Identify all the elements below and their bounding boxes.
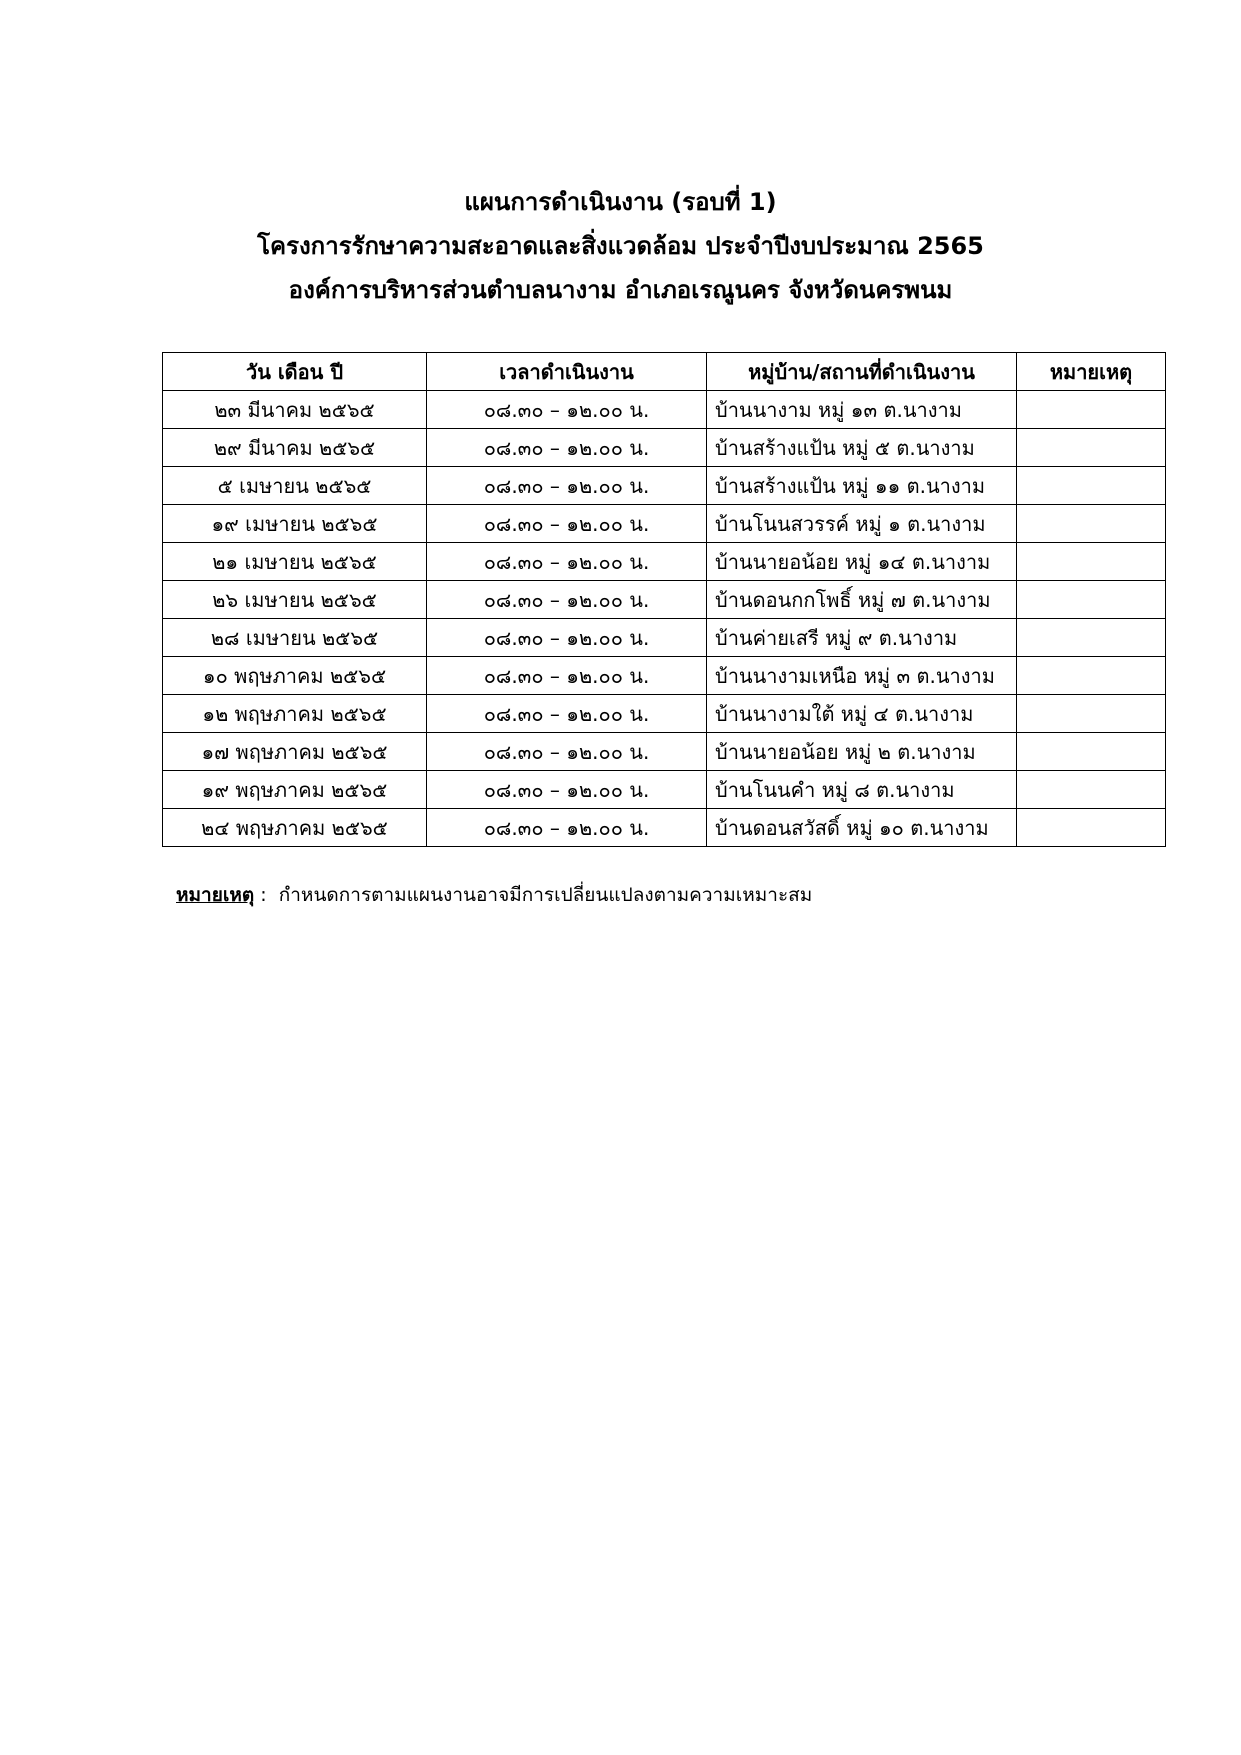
cell-time: ๐๘.๓๐ – ๑๒.๐๐ น. [427,733,707,771]
cell-place: บ้านนายอน้อย หมู่ ๑๔ ต.นางาม [707,543,1017,581]
title-line-1: แผนการดำเนินงาน (รอบที่ 1) [464,188,777,216]
cell-note [1017,771,1166,809]
cell-date: ๑๙ เมษายน ๒๕๖๕ [163,505,427,543]
cell-place: บ้านนางามใต้ หมู่ ๔ ต.นางาม [707,695,1017,733]
cell-place: บ้านดอนสวัสดิ์ หมู่ ๑๐ ต.นางาม [707,809,1017,847]
cell-date: ๕ เมษายน ๒๕๖๕ [163,467,427,505]
table-row [163,429,1166,467]
cell-time: ๐๘.๓๐ – ๑๒.๐๐ น. [427,771,707,809]
cell-time: ๐๘.๓๐ – ๑๒.๐๐ น. [427,657,707,695]
cell-note [1017,619,1166,657]
table-header-row [163,353,1166,391]
title-line-3: องค์การบริหารส่วนตำบลนางาม อำเภอเรณูนคร จังหวัดนครพนม [288,276,953,304]
table-row [163,733,1166,771]
table-row [163,581,1166,619]
cell-date: ๒๖ เมษายน ๒๕๖๕ [163,581,427,619]
header-place: หมู่บ้าน/สถานที่ดำเนินงาน [707,353,1017,391]
cell-note [1017,581,1166,619]
cell-note [1017,505,1166,543]
table-row [163,695,1166,733]
table-row [163,771,1166,809]
cell-note [1017,391,1166,429]
cell-date: ๒๓ มีนาคม ๒๕๖๕ [163,391,427,429]
cell-note [1017,695,1166,733]
cell-date: ๑๐ พฤษภาคม ๒๕๖๕ [163,657,427,695]
table-row [163,505,1166,543]
cell-place: บ้านค่ายเสรี หมู่ ๙ ต.นางาม [707,619,1017,657]
schedule-table [162,352,1166,847]
cell-note [1017,809,1166,847]
cell-place: บ้านนางาม หมู่ ๑๓ ต.นางาม [707,391,1017,429]
document-title [0,180,1241,312]
cell-date: ๒๘ เมษายน ๒๕๖๕ [163,619,427,657]
cell-place: บ้านโนนสวรรค์ หมู่ ๑ ต.นางาม [707,505,1017,543]
cell-date: ๑๗ พฤษภาคม ๒๕๖๕ [163,733,427,771]
header-note: หมายเหตุ [1017,353,1166,391]
cell-time: ๐๘.๓๐ – ๑๒.๐๐ น. [427,429,707,467]
table-row [163,657,1166,695]
cell-time: ๐๘.๓๐ – ๑๒.๐๐ น. [427,505,707,543]
cell-time: ๐๘.๓๐ – ๑๒.๐๐ น. [427,543,707,581]
table-row [163,809,1166,847]
table-row [163,543,1166,581]
cell-time: ๐๘.๓๐ – ๑๒.๐๐ น. [427,391,707,429]
cell-date: ๒๔ พฤษภาคม ๒๕๖๕ [163,809,427,847]
header-date: วัน เดือน ปี [163,353,427,391]
cell-note [1017,657,1166,695]
cell-note [1017,429,1166,467]
cell-date: ๒๑ เมษายน ๒๕๖๕ [163,543,427,581]
cell-time: ๐๘.๓๐ – ๑๒.๐๐ น. [427,809,707,847]
table-row [163,467,1166,505]
remark-text: กำหนดการตามแผนงานอาจมีการเปลี่ยนแปลงตามความเหมาะสม [278,884,813,906]
title-line-2: โครงการรักษาความสะอาดและสิ่งแวดล้อม ประจำปีงบประมาณ 2565 [257,232,984,260]
table-body [163,391,1166,847]
cell-place: บ้านโนนคำ หมู่ ๘ ต.นางาม [707,771,1017,809]
table-row [163,619,1166,657]
cell-place: บ้านสร้างแป้น หมู่ ๑๑ ต.นางาม [707,467,1017,505]
cell-time: ๐๘.๓๐ – ๑๒.๐๐ น. [427,619,707,657]
table-row [163,391,1166,429]
cell-place: บ้านนายอน้อย หมู่ ๒ ต.นางาม [707,733,1017,771]
remark [176,880,812,910]
cell-note [1017,467,1166,505]
cell-time: ๐๘.๓๐ – ๑๒.๐๐ น. [427,467,707,505]
cell-place: บ้านนางามเหนือ หมู่ ๓ ต.นางาม [707,657,1017,695]
cell-place: บ้านสร้างแป้น หมู่ ๕ ต.นางาม [707,429,1017,467]
cell-time: ๐๘.๓๐ – ๑๒.๐๐ น. [427,581,707,619]
cell-time: ๐๘.๓๐ – ๑๒.๐๐ น. [427,695,707,733]
cell-note [1017,733,1166,771]
cell-date: ๑๙ พฤษภาคม ๒๕๖๕ [163,771,427,809]
cell-note [1017,543,1166,581]
remark-label: หมายเหตุ [176,884,255,906]
header-time: เวลาดำเนินงาน [427,353,707,391]
cell-place: บ้านดอนกกโพธิ์ หมู่ ๗ ต.นางาม [707,581,1017,619]
cell-date: ๒๙ มีนาคม ๒๕๖๕ [163,429,427,467]
cell-date: ๑๒ พฤษภาคม ๒๕๖๕ [163,695,427,733]
remark-separator: : [254,884,279,906]
